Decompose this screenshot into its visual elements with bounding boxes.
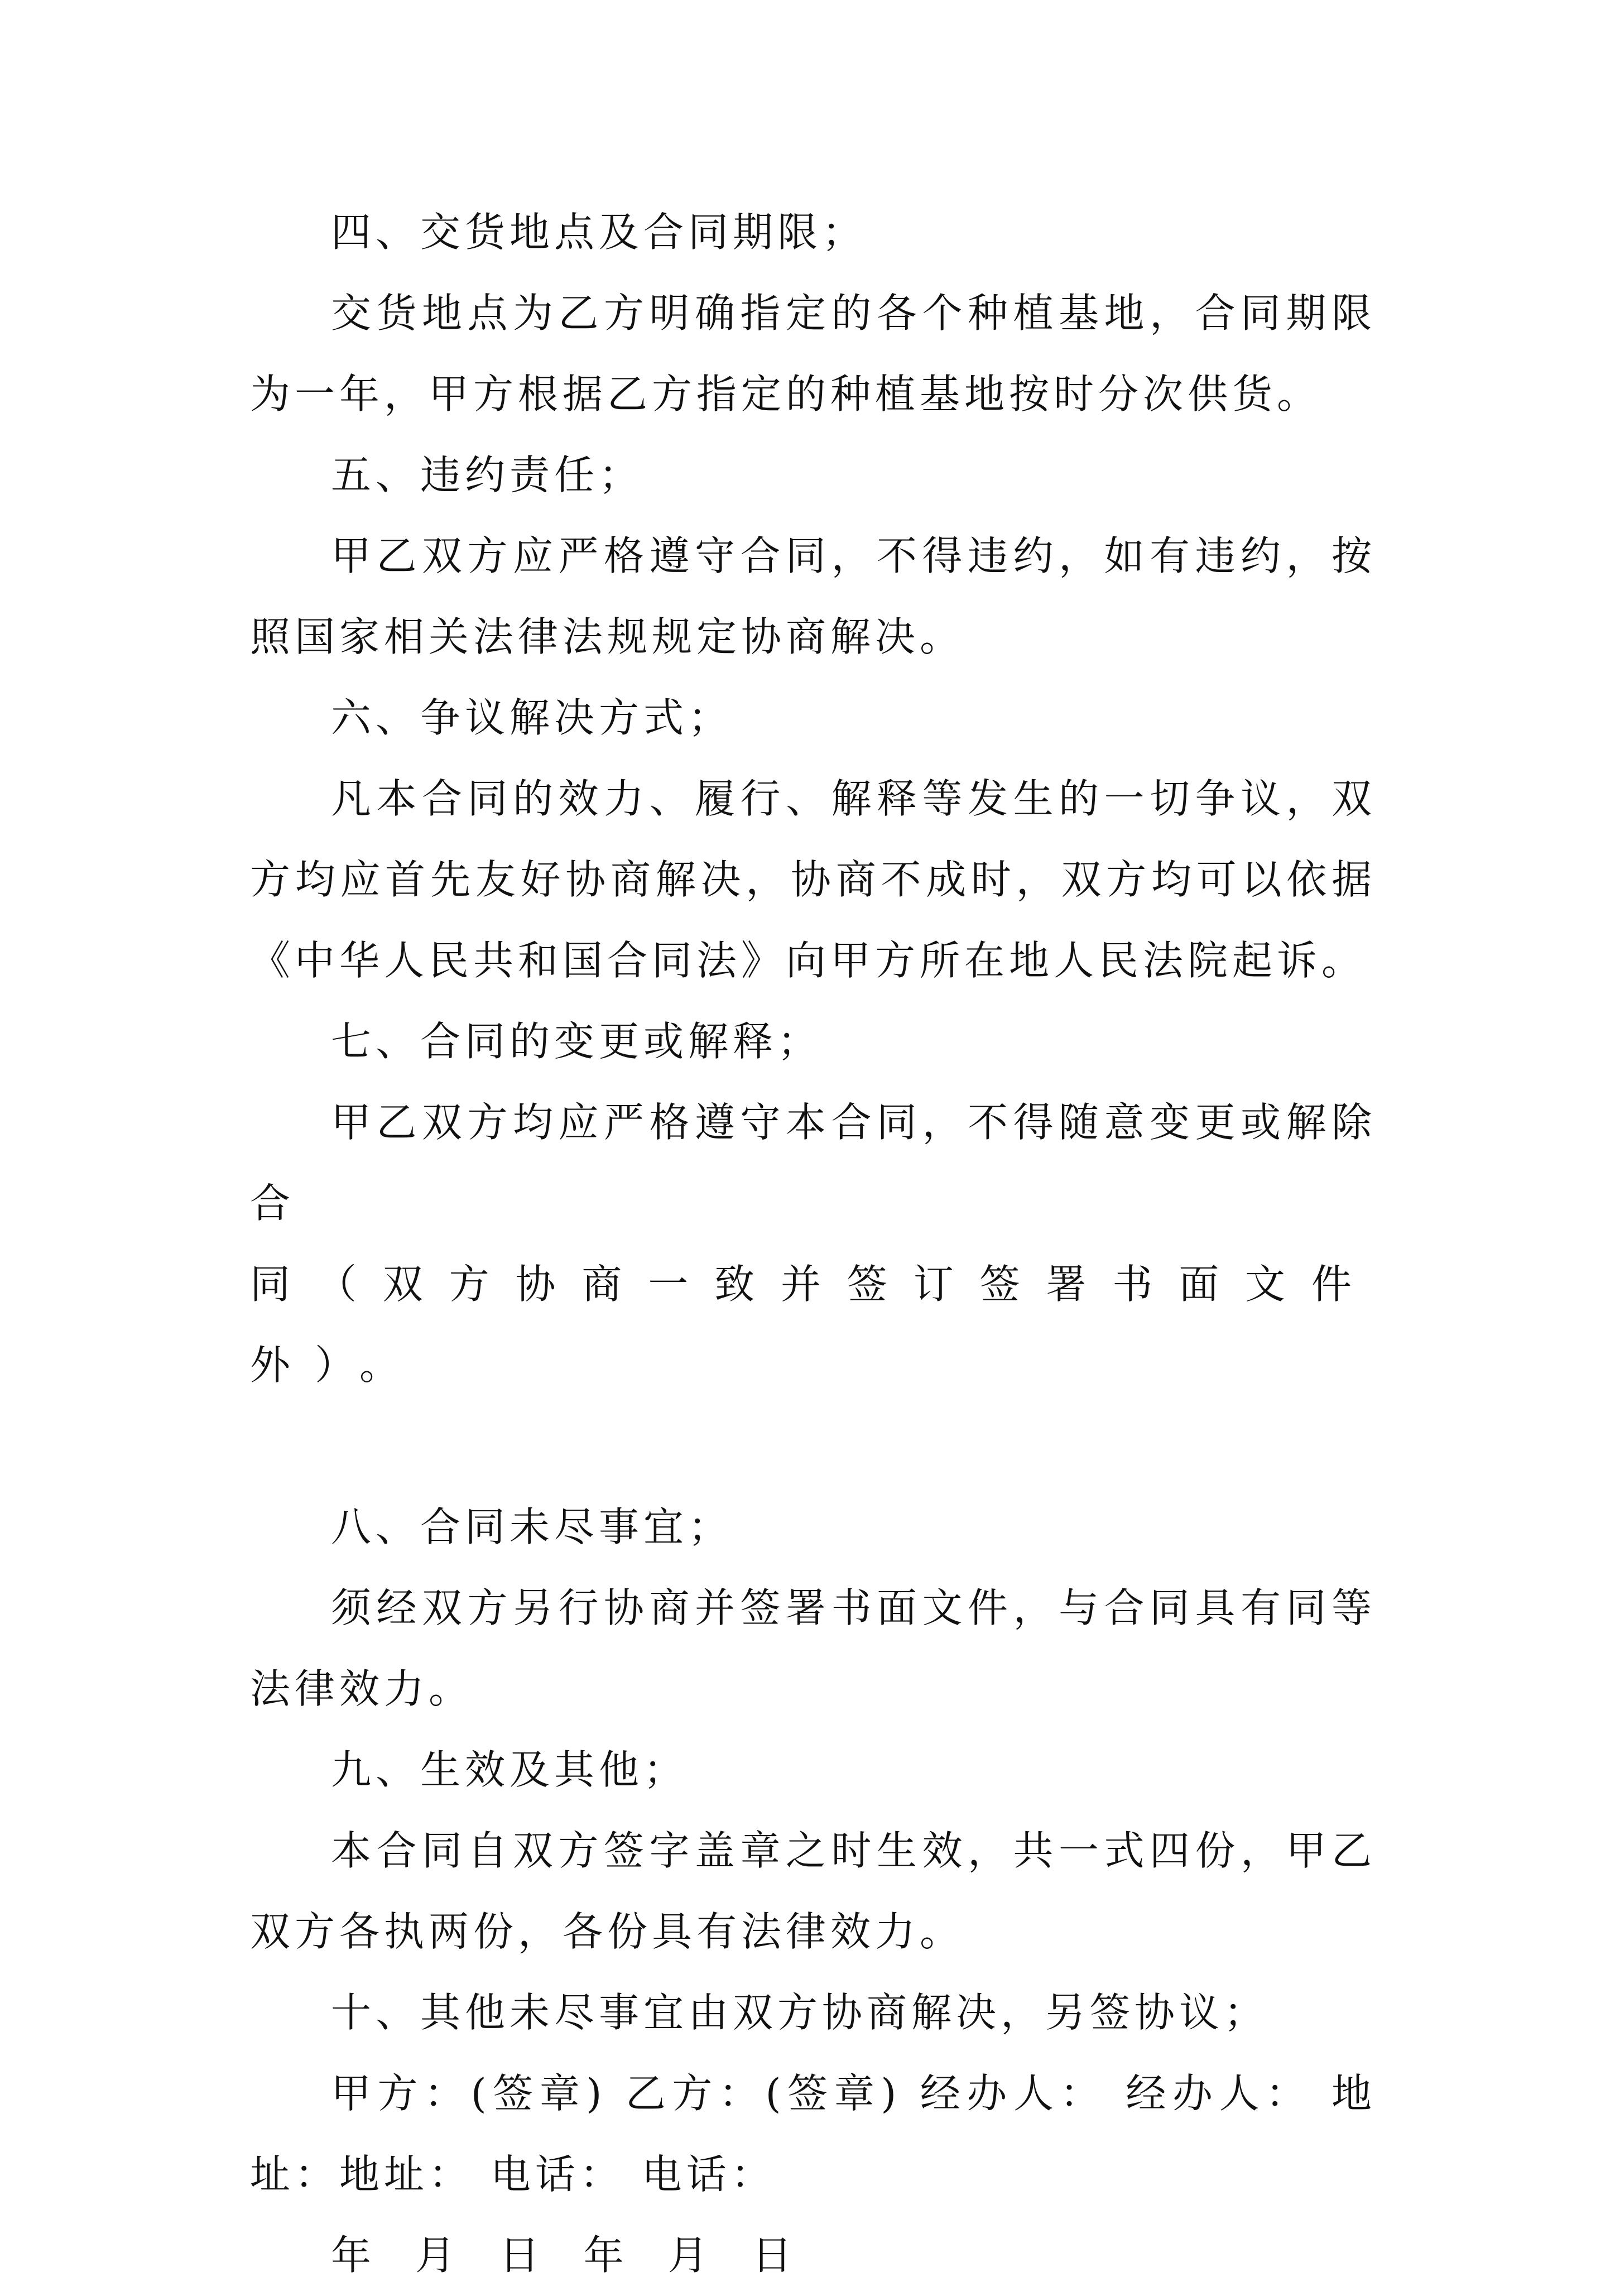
- paragraph-unresolved: 须经双方另行协商并签署书面文件，与合同具有同等法律效力。: [250, 1584, 1376, 1712]
- section-heading-unresolved: 八、合同未尽事宜；: [331, 1504, 733, 1550]
- paragraph-amendment-line-1: 甲乙双方均应严格遵守本合同，不得随意变更或解除合: [250, 1099, 1376, 1227]
- paragraph-dispute: 凡本合同的效力、履行、解释等发生的一切争议，双方均应首先友好协商解决，协商不成时，双方均可以依据《中华人民共和国合同法》向甲方所在地人民法院起诉。: [250, 775, 1376, 984]
- paragraph-amendment-line-2: 同（双方协商一致并签订签署书面文件外）。: [250, 1261, 1376, 1389]
- signature-block: 甲方：(签章) 乙方：(签章) 经办人： 经办人： 地址：地址： 电话： 电话：: [250, 2070, 1376, 2198]
- paragraph-delivery: 交货地点为乙方明确指定的各个种植基地，合同期限为一年，甲方根据乙方指定的种植基地按时分次供货。: [250, 290, 1376, 417]
- section-heading-dispute: 六、争议解决方式；: [331, 694, 733, 741]
- section-heading-delivery: 四、交货地点及合同期限；: [331, 209, 867, 256]
- paragraph-breach: 甲乙双方应严格遵守合同，不得违约，如有违约，按照国家相关法律法规规定协商解决。: [250, 532, 1376, 660]
- section-heading-breach: 五、违约责任；: [331, 451, 644, 498]
- section-heading-effect: 九、生效及其他；: [331, 1746, 689, 1793]
- section-heading-other: 十、其他未尽事宜由双方协商解决，另签协议；: [331, 1989, 1269, 2036]
- blank-line: [250, 1406, 1376, 1487]
- date-line: 年 月 日 年 月 日: [331, 2232, 797, 2279]
- contract-body: [250, 192, 1376, 2296]
- section-heading-amendment: 七、合同的变更或解释；: [331, 1018, 823, 1065]
- paragraph-effect: 本合同自双方签字盖章之时生效，共一式四份，甲乙双方各执两份，各份具有法律效力。: [250, 1827, 1376, 1955]
